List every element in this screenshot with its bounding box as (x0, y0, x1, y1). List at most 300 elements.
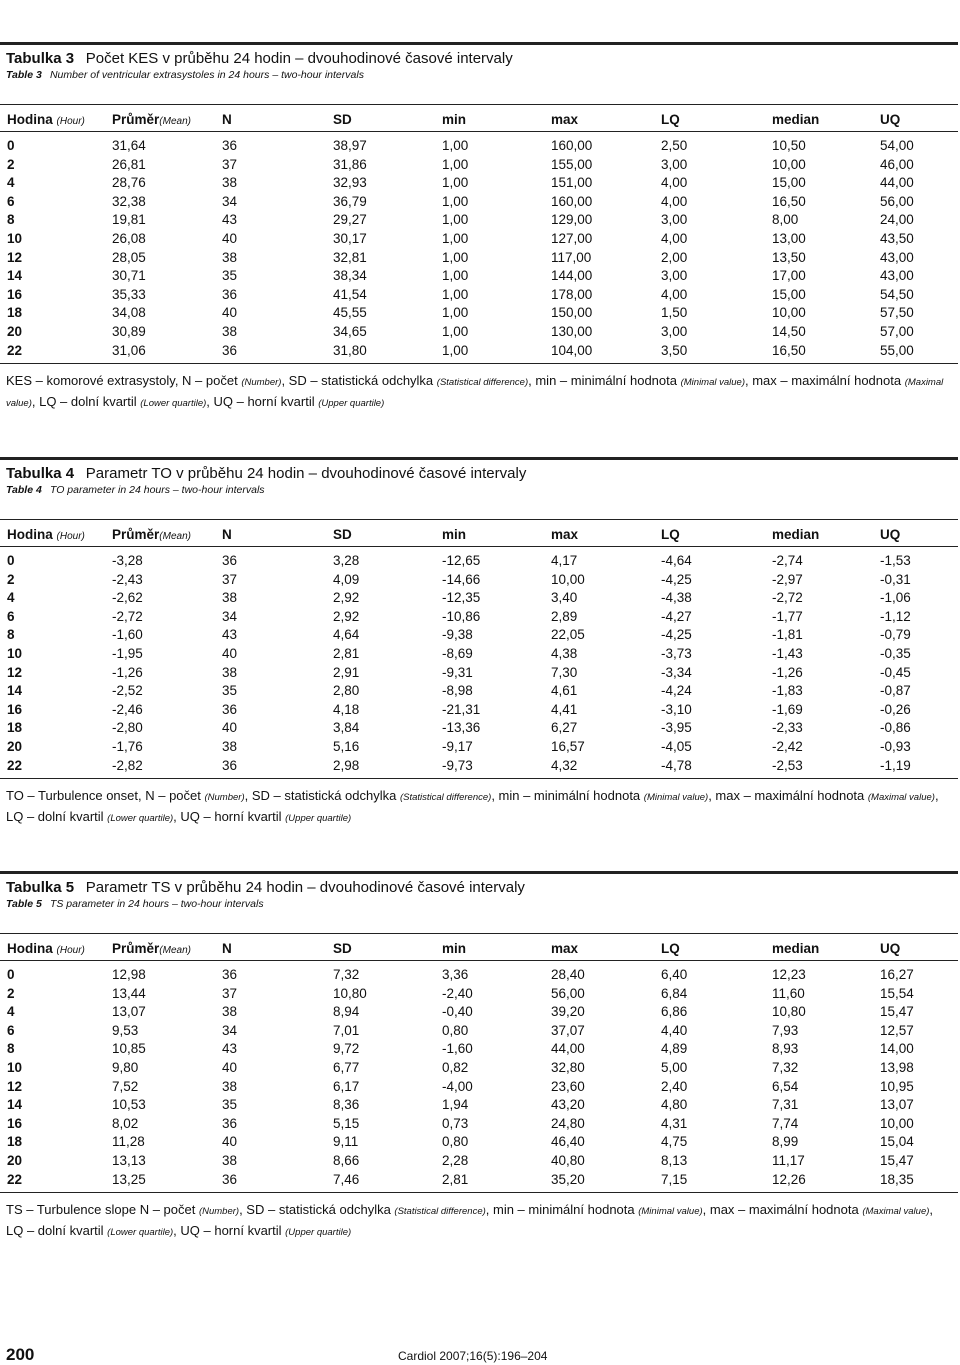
row-hour: 4 (7, 175, 15, 191)
column-header-label: Hodina (7, 941, 53, 956)
table-cell: 14,00 (880, 1041, 914, 1057)
table-cell: -4,00 (442, 1078, 473, 1094)
table-top-rule (0, 457, 958, 460)
table-cell: 32,93 (333, 175, 367, 191)
table-cell: 38 (222, 324, 238, 339)
table-cell: 16,50 (772, 193, 806, 209)
column-header-sub: (Hour) (56, 116, 85, 127)
table-cell: 26,08 (112, 231, 146, 246)
table-cell: 30,71 (112, 268, 146, 284)
table-cell: 9,11 (333, 1134, 359, 1150)
note-text: , SD – statistická odchylka (244, 788, 400, 803)
table-cell: 2,89 (551, 608, 578, 624)
table-cell: 7,32 (772, 1060, 799, 1075)
table-cell: 36 (222, 342, 238, 358)
row-hour: 20 (7, 1153, 23, 1168)
table-cell: -21,31 (442, 701, 481, 717)
table-cell: 37 (222, 156, 238, 172)
table-cell: -2,42 (772, 739, 803, 754)
column-header-label: median (772, 527, 820, 542)
table-cell: 10,50 (772, 138, 806, 153)
table-title-text: Parametr TO v průběhu 24 hodin – dvouhodinové časové intervaly (85, 465, 527, 482)
table-cell: 14,50 (772, 324, 806, 339)
row-hour: 8 (7, 212, 15, 228)
table-cell: 18,35 (880, 1171, 914, 1187)
table-cell: -4,78 (661, 757, 692, 773)
table-cell: 57,00 (880, 324, 914, 339)
table-cell: -1,53 (880, 553, 911, 568)
note-english-term: (Maximal value) (862, 1206, 930, 1217)
table-cell: -0,26 (880, 701, 911, 717)
table-cell: -4,27 (661, 608, 692, 624)
table-cell: 7,30 (551, 664, 578, 680)
table-cell: 2,91 (333, 664, 360, 680)
table-cell: 6,54 (772, 1078, 799, 1094)
table-cell: 5,16 (333, 739, 360, 754)
table-title (6, 465, 526, 482)
table-cell: 3,00 (661, 212, 688, 228)
table-cell: 43 (222, 627, 238, 643)
table-cell: 151,00 (551, 175, 593, 191)
note-english-term: (Upper quartile) (285, 1227, 352, 1238)
table-cell: 15,00 (772, 175, 806, 191)
table-cell: 3,84 (333, 720, 360, 736)
table-cell: 129,00 (551, 212, 593, 228)
table-cell: 36 (222, 967, 238, 982)
table-cell: 150,00 (551, 305, 593, 321)
row-hour: 14 (7, 268, 23, 284)
note-text: , max – maximální hodnota (708, 788, 868, 803)
table-cell: -0,45 (880, 664, 911, 680)
note-text: , LQ – dolní kvartil (31, 394, 141, 409)
column-header-label: LQ (661, 527, 680, 542)
table-subtitle (6, 484, 265, 496)
table-cell: -2,33 (772, 720, 803, 736)
table-block (0, 42, 960, 442)
table-cell: -14,66 (442, 571, 481, 587)
table-bottom-line (0, 778, 958, 779)
table-cell: 41,54 (333, 286, 367, 302)
column-header (442, 941, 466, 956)
table-cell: 26,81 (112, 156, 146, 172)
column-header (551, 527, 578, 542)
note-english-term: (Statistical difference) (436, 377, 529, 388)
column-header-sub: (Mean) (159, 116, 191, 127)
table-sub-label: Table 4 (6, 484, 42, 496)
table-cell: 16,57 (551, 739, 585, 754)
table-cell: 45,55 (333, 305, 367, 321)
table-cell: 34 (222, 1022, 238, 1038)
table-cell: 15,54 (880, 985, 914, 1001)
row-hour: 14 (7, 683, 23, 699)
column-header-label: N (222, 527, 232, 542)
table-cell: 40 (222, 305, 238, 321)
note-english-term: (Minimal value) (638, 1206, 703, 1217)
column-header (222, 941, 232, 956)
note-english-term: (Upper quartile) (285, 813, 352, 824)
table-cell: 6,84 (661, 985, 688, 1001)
table-cell: 35,33 (112, 286, 146, 302)
table-cell: 6,77 (333, 1060, 360, 1075)
table-cell: 43,00 (880, 249, 914, 265)
note-text: , min – minimální hodnota (528, 373, 681, 388)
table-cell: 0,80 (442, 1134, 469, 1150)
column-header (222, 112, 232, 127)
table-top-rule (0, 42, 958, 45)
table-cell: -4,25 (661, 627, 692, 643)
table-cell: 4,17 (551, 553, 578, 568)
table-cell: -12,65 (442, 553, 481, 568)
table-cell: -9,31 (442, 664, 473, 680)
table-cell: 1,00 (442, 342, 469, 358)
table-cell: -1,12 (880, 608, 911, 624)
table-cell: 10,80 (333, 985, 367, 1001)
table-cell: 24,00 (880, 212, 914, 228)
table-top-rule (0, 871, 958, 874)
table-cell: 7,32 (333, 967, 360, 982)
table-cell: -2,53 (772, 757, 803, 773)
table-cell: 12,26 (772, 1171, 806, 1187)
table-cell: 6,27 (551, 720, 578, 736)
table-cell: 44,00 (551, 1041, 585, 1057)
column-header (333, 941, 352, 956)
table-cell: -3,95 (661, 720, 692, 736)
note-text: , LQ – dolní kvartil (6, 788, 939, 824)
table-cell: -1,06 (880, 590, 911, 606)
table-cell: 1,00 (442, 249, 469, 265)
table-cell: -0,93 (880, 739, 911, 754)
row-hour: 6 (7, 1022, 15, 1038)
table-cell: 10,85 (112, 1041, 146, 1057)
row-hour: 0 (7, 967, 15, 982)
table-cell: 34 (222, 193, 238, 209)
table-cell: -2,97 (772, 571, 803, 587)
table-cell: 32,81 (333, 249, 367, 265)
table-cell: 7,15 (661, 1171, 688, 1187)
table-cell: 2,00 (661, 249, 688, 265)
table-cell: 117,00 (551, 249, 592, 265)
table-cell: 10,80 (772, 1004, 806, 1020)
note-text: TO – Turbulence onset, N – počet (6, 788, 205, 803)
note-english-term: (Number) (198, 1206, 240, 1217)
column-header-label: UQ (880, 112, 901, 127)
note-english-term: (Minimal value) (643, 792, 709, 803)
table-cell: 2,80 (333, 683, 360, 699)
table-cell: -3,10 (661, 701, 692, 717)
table-cell: 13,07 (112, 1004, 146, 1020)
table-cell: -2,62 (112, 590, 143, 606)
table-cell: 11,17 (772, 1153, 805, 1168)
table-cell: -2,46 (112, 701, 143, 717)
table-cell: 15,00 (772, 286, 806, 302)
note-text: , min – minimální hodnota (491, 788, 644, 803)
row-hour: 8 (7, 627, 15, 643)
table-cell: 8,13 (661, 1153, 688, 1168)
table-cell: 8,93 (772, 1041, 799, 1057)
table-cell: 5,15 (333, 1115, 360, 1131)
column-header (7, 941, 85, 956)
table-cell: 144,00 (551, 268, 593, 284)
table-cell: 24,80 (551, 1115, 585, 1131)
column-header-label: SD (333, 941, 352, 956)
column-header (772, 112, 819, 127)
table-cell: 3,00 (661, 268, 688, 284)
table-sub-title-text: TO parameter in 24 hours – two-hour intervals (49, 484, 265, 496)
column-header-label: Průměr (112, 527, 160, 542)
table-cell: -1,26 (112, 664, 143, 680)
table-cell: 4,89 (661, 1041, 688, 1057)
table-cell: 36 (222, 286, 238, 302)
table-cell: 2,92 (333, 590, 360, 606)
table-cell: 37 (222, 571, 238, 587)
row-hour: 16 (7, 286, 23, 302)
column-header-label: Hodina (7, 112, 53, 127)
table-cell: 9,72 (333, 1041, 360, 1057)
table-cell: 160,00 (551, 193, 593, 209)
column-header-sub: (Hour) (56, 945, 85, 956)
table-cell: 1,00 (442, 305, 469, 321)
table-cell: 130,00 (551, 324, 593, 339)
row-hour: 10 (7, 231, 23, 246)
table-cell: 4,00 (661, 193, 688, 209)
table-cell: 7,46 (333, 1171, 360, 1187)
row-hour: 4 (7, 590, 15, 606)
table-cell: 35,20 (551, 1171, 585, 1187)
table-bottom-line (0, 363, 958, 364)
table-cell: 8,36 (333, 1097, 360, 1113)
header-bottom-line (0, 546, 958, 547)
table-sub-title-text: TS parameter in 24 hours – two-hour intervals (49, 898, 264, 910)
column-header-label: LQ (661, 112, 680, 127)
column-header (442, 527, 466, 542)
table-cell: -1,69 (772, 701, 803, 717)
table-cell: -1,95 (112, 646, 143, 661)
table-cell: 43,00 (880, 268, 914, 284)
row-hour: 0 (7, 553, 15, 568)
row-hour: 12 (7, 249, 23, 265)
row-hour: 20 (7, 739, 23, 754)
table-cell: 56,00 (880, 193, 914, 209)
column-header (333, 527, 352, 542)
table-cell: 32,38 (112, 193, 146, 209)
table-cell: 38 (222, 664, 238, 680)
table-cell: 15,47 (880, 1153, 914, 1168)
table-cell: 32,80 (551, 1060, 585, 1075)
table-cell: 35 (222, 1097, 238, 1113)
table-cell: -13,36 (442, 720, 481, 736)
table-cell: 0,73 (442, 1115, 469, 1131)
table-cell: 38 (222, 1153, 238, 1168)
table-cell: -1,76 (112, 739, 143, 754)
table-cell: 1,00 (442, 324, 469, 339)
note-english-term: (Maximal value) (867, 792, 935, 803)
table-cell: 10,53 (112, 1097, 146, 1113)
table-cell: 2,81 (442, 1171, 469, 1187)
row-hour: 2 (7, 156, 15, 172)
table-cell: 0,82 (442, 1060, 469, 1075)
table-cell: 39,20 (551, 1004, 585, 1020)
table-label: Tabulka 3 (6, 50, 75, 67)
note-english-term: (Number) (204, 792, 245, 803)
column-header-label: SD (333, 527, 352, 542)
table-cell: 2,40 (661, 1078, 688, 1094)
table-cell: 4,61 (551, 683, 578, 699)
table-cell: 1,00 (442, 286, 469, 302)
table-cell: 13,44 (112, 985, 146, 1001)
table-cell: 31,64 (112, 138, 146, 153)
table-cell: -2,72 (772, 590, 803, 606)
row-hour: 10 (7, 1060, 23, 1075)
table-label: Tabulka 5 (6, 879, 75, 896)
table-cell: 12,23 (772, 967, 806, 982)
table-note (6, 1200, 946, 1242)
table-cell: 6,40 (661, 967, 688, 982)
header-top-line (0, 104, 958, 105)
table-cell: 5,00 (661, 1060, 688, 1075)
note-text: KES – komorové extrasystoly, N – počet (6, 373, 242, 388)
table-cell: -3,34 (661, 664, 692, 680)
note-text: , SD – statistická odchylka (239, 1202, 395, 1217)
table-cell: 40 (222, 231, 238, 246)
row-hour: 18 (7, 1134, 23, 1150)
table-cell: 43,20 (551, 1097, 585, 1113)
table-cell: 36 (222, 553, 238, 568)
table-title (6, 50, 513, 67)
header-bottom-line (0, 960, 958, 961)
table-cell: -4,25 (661, 571, 692, 587)
journal-citation: Cardiol 2007;16(5):196–204 (398, 1349, 548, 1363)
row-hour: 16 (7, 1115, 23, 1131)
table-cell: 7,01 (333, 1022, 360, 1038)
table-cell: 9,80 (112, 1060, 139, 1075)
table-cell: 57,50 (880, 305, 914, 321)
table-sub-label: Table 5 (6, 898, 42, 910)
table-cell: -1,77 (772, 608, 803, 624)
table-cell: 38 (222, 1004, 238, 1020)
table-cell: 8,99 (772, 1134, 799, 1150)
table-cell: 22,05 (551, 627, 585, 643)
note-english-term: (Statistical difference) (399, 792, 492, 803)
table-cell: 30,17 (333, 231, 367, 246)
table-cell: 36,79 (333, 193, 367, 209)
table-cell: 13,00 (772, 231, 806, 246)
table-cell: 38,97 (333, 138, 367, 153)
table-cell: 6,17 (333, 1078, 360, 1094)
table-cell: 36 (222, 757, 238, 773)
table-sub-label: Table 3 (6, 69, 42, 81)
note-text: , LQ – dolní kvartil (6, 1202, 934, 1238)
row-hour: 8 (7, 1041, 15, 1057)
table-cell: 4,00 (661, 231, 688, 246)
table-cell: -0,31 (880, 571, 911, 587)
table-cell: -0,86 (880, 720, 911, 736)
table-cell: 4,75 (661, 1134, 688, 1150)
table-title-text: Parametr TS v průběhu 24 hodin – dvouhodinové časové intervaly (85, 879, 525, 896)
table-cell: 11,28 (112, 1134, 145, 1150)
table-cell: 3,50 (661, 342, 688, 358)
table-cell: 4,32 (551, 757, 578, 773)
table-block (0, 871, 960, 1271)
table-cell: 31,06 (112, 342, 146, 358)
table-cell: 15,04 (880, 1134, 914, 1150)
column-header (772, 941, 819, 956)
column-header-label: median (772, 941, 820, 956)
note-text: , max – maximální hodnota (745, 373, 905, 388)
table-cell: 12,57 (880, 1022, 914, 1038)
column-header (112, 527, 191, 542)
table-cell: 19,81 (112, 212, 146, 228)
table-cell: -8,98 (442, 683, 473, 699)
table-cell: 4,00 (661, 175, 688, 191)
table-cell: 4,64 (333, 627, 360, 643)
table-cell: 104,00 (551, 342, 593, 358)
table-cell: -0,87 (880, 683, 911, 699)
table-cell: 9,53 (112, 1022, 139, 1038)
table-cell: 55,00 (880, 342, 914, 358)
table-cell: 40 (222, 1060, 238, 1075)
column-header-label: Průměr (112, 112, 160, 127)
row-hour: 6 (7, 193, 15, 209)
table-cell: -1,83 (772, 683, 803, 699)
column-header (112, 112, 191, 127)
note-english-term: (Lower quartile) (107, 1227, 174, 1238)
table-cell: -2,52 (112, 683, 143, 699)
table-title (6, 879, 525, 896)
column-header-label: UQ (880, 941, 901, 956)
table-cell: 29,27 (333, 212, 367, 228)
table-cell: -12,35 (442, 590, 481, 606)
table-cell: -3,73 (661, 646, 692, 661)
table-cell: 4,00 (661, 286, 688, 302)
note-english-term: (Lower quartile) (140, 398, 207, 409)
table-cell: 10,00 (880, 1115, 914, 1131)
column-header-label: max (551, 941, 579, 956)
column-header-sub: (Mean) (159, 945, 191, 956)
table-cell: 1,00 (442, 175, 469, 191)
table-cell: 36 (222, 701, 238, 717)
table-label: Tabulka 4 (6, 465, 75, 482)
table-cell: 37,07 (551, 1022, 585, 1038)
table-cell: -9,38 (442, 627, 473, 643)
table-cell: -0,35 (880, 646, 911, 661)
table-cell: 1,00 (442, 138, 469, 153)
table-title-text: Počet KES v průběhu 24 hodin – dvouhodinové časové intervaly (85, 50, 513, 67)
table-cell: 2,50 (661, 138, 688, 153)
table-cell: 178,00 (551, 286, 593, 302)
table-cell: 34 (222, 608, 238, 624)
table-cell: 36 (222, 1115, 238, 1131)
row-hour: 20 (7, 324, 23, 339)
table-cell: -3,28 (112, 553, 143, 568)
column-header-label: Průměr (112, 941, 160, 956)
table-cell: -9,17 (442, 739, 473, 754)
table-cell: -2,43 (112, 571, 143, 587)
table-cell: 28,76 (112, 175, 146, 191)
table-subtitle (6, 898, 264, 910)
table-cell: 1,94 (442, 1097, 469, 1113)
table-cell: 30,89 (112, 324, 146, 339)
table-cell: 2,81 (333, 646, 360, 661)
column-header (661, 941, 680, 956)
table-cell: 44,00 (880, 175, 914, 191)
row-hour: 18 (7, 720, 23, 736)
row-hour: 2 (7, 571, 15, 587)
table-sub-title-text: Number of ventricular extrasystoles in 24 hours – two-hour intervals (49, 69, 364, 81)
note-english-term: (Upper quartile) (318, 398, 385, 409)
table-cell: 1,00 (442, 156, 469, 172)
column-header-sub: (Mean) (159, 531, 191, 542)
column-header (222, 527, 232, 542)
